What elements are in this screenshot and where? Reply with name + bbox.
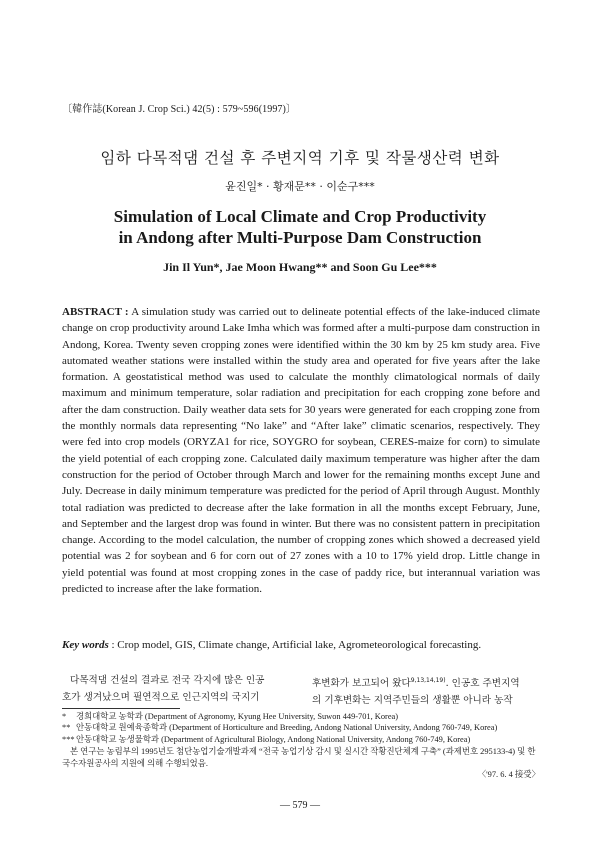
footnote-text: 안동대학교 농생물학과 (Department of Agricultural Biology, Andong National University, Andong 760-749, Korea): [76, 734, 471, 744]
korean-authors: 윤진일* · 황재문** · 이순구***: [225, 180, 375, 193]
english-title-line-2: in Andong after Multi-Purpose Dam Construction: [118, 228, 482, 247]
footnote-marker: ***: [62, 734, 75, 744]
keywords-text: : Crop model, GIS, Climate change, Artificial lake, Agrometeorological forecasting.: [111, 639, 482, 651]
english-authors: Jin Il Yun*, Jae Moon Hwang** and Soon Gu Lee***: [163, 260, 437, 274]
body-right-line-2: 의 기후변화는 지역주민들의 생활뿐 아니라 농작: [312, 695, 513, 707]
body-right-column: [312, 672, 542, 709]
footnote-2: [62, 722, 540, 733]
footnote-divider: [62, 708, 180, 709]
abstract: [62, 304, 540, 597]
footnote-text: 안동대학교 원예육종학과 (Department of Horticulture and Breeding, Andong National University, Andong 760-749, Korea): [76, 723, 498, 733]
footnote-text: 경희대학교 농학과 (Department of Agronomy, Kyung Hee University, Suwon 449-701, Korea): [76, 712, 399, 721]
footnote-1: [62, 711, 540, 722]
abstract-text: A simulation study was carried out to delineate potential effects of the lake-induced climate change on crop productivity around Lake Imha which was formed after a multi-purpose dam construction in Andong, Korea. Twenty seven cropping zones were identified within the 30 km by 25 km study area. Five automated weather stations were installed within the study area and operated for five years after the lake formation. A geostatistical method was used to calculate the monthly climatological normals of daily maximum and minimum temperature, solar radiation and precipitation for each cropping zone before and after the dam construction. Daily weather data sets for 30 years were generated for each cropping zone from the monthly normals data representing “No lake” and “After lake” climatic scenarios, respectively. They were fed into crop models (ORYZA1 for rice, SOYGRO for soybean, CERES-maize for corn) to simulate the yield potential of each cropping zone. Calculated daily maximum temperature was higher after the dam construction for the period of October through March and lower for the remaining months except June and July. Decrease in daily minimum temperature was predicted for the period of April through August. Monthly total radiation was predicted to decrease after the lake formation in all the months except February, June, and September and the largest drop was found in winter. But there was no consistent pattern in precipitation change. According to the model calculation, the number of cropping zones which showed a decreased yield potential was 2 for soybean and 6 for corn out of 27 zones with a 10 to 17% yield drop. Little change in yield potential was found at most cropping zones in the case of paddy rice, but interannual variation was predicted to increase after the lake formation.: [62, 306, 540, 596]
footnote-marker: *: [62, 712, 67, 721]
page-number: — 579 —: [280, 800, 320, 811]
korean-title: 임하 다목적댐 건설 후 주변지역 기후 및 작물생산력 변화: [100, 149, 500, 167]
footnotes: [62, 711, 540, 780]
body-right-text-end: . 인공호 주변지역: [445, 678, 520, 690]
english-title-line-1: Simulation of Local Climate and Crop Productivity: [113, 207, 487, 226]
keywords: [62, 639, 540, 651]
english-title: [0, 206, 600, 248]
body-right-text: 후변화가 보고되어 왔다: [312, 678, 411, 690]
funding-note: 본 연구는 농림부의 1995년도 첨단농업기술개발과제 “전국 농업기상 감시 및 실시간 작황진단체계 구축” (과제번호 295133-4) 및 한국수자원공사의 지원에 의해 수행되었음.: [62, 747, 536, 768]
keywords-label: Key words: [62, 639, 109, 651]
body-left-line-1: 다목적댐 건설의 결과로 전국 각지에 많은 인공: [70, 675, 265, 686]
abstract-label: ABSTRACT :: [62, 306, 129, 318]
body-left-line-2: 호가 생겨났으며 필연적으로 인근지역의 국지기: [62, 692, 260, 703]
footnote-3: [62, 734, 540, 745]
journal-reference: 〔韓作誌(Korean J. Crop Sci.) 42(5) : 579~596(1997)〕: [62, 104, 297, 115]
received-date: 〈'97. 6. 4 接受〉: [477, 770, 540, 780]
body-left-column: [62, 672, 292, 706]
footnote-marker: **: [62, 723, 71, 733]
citation-superscript: 9,13,14,19): [410, 677, 446, 684]
body-right-line-1: [312, 672, 542, 692]
